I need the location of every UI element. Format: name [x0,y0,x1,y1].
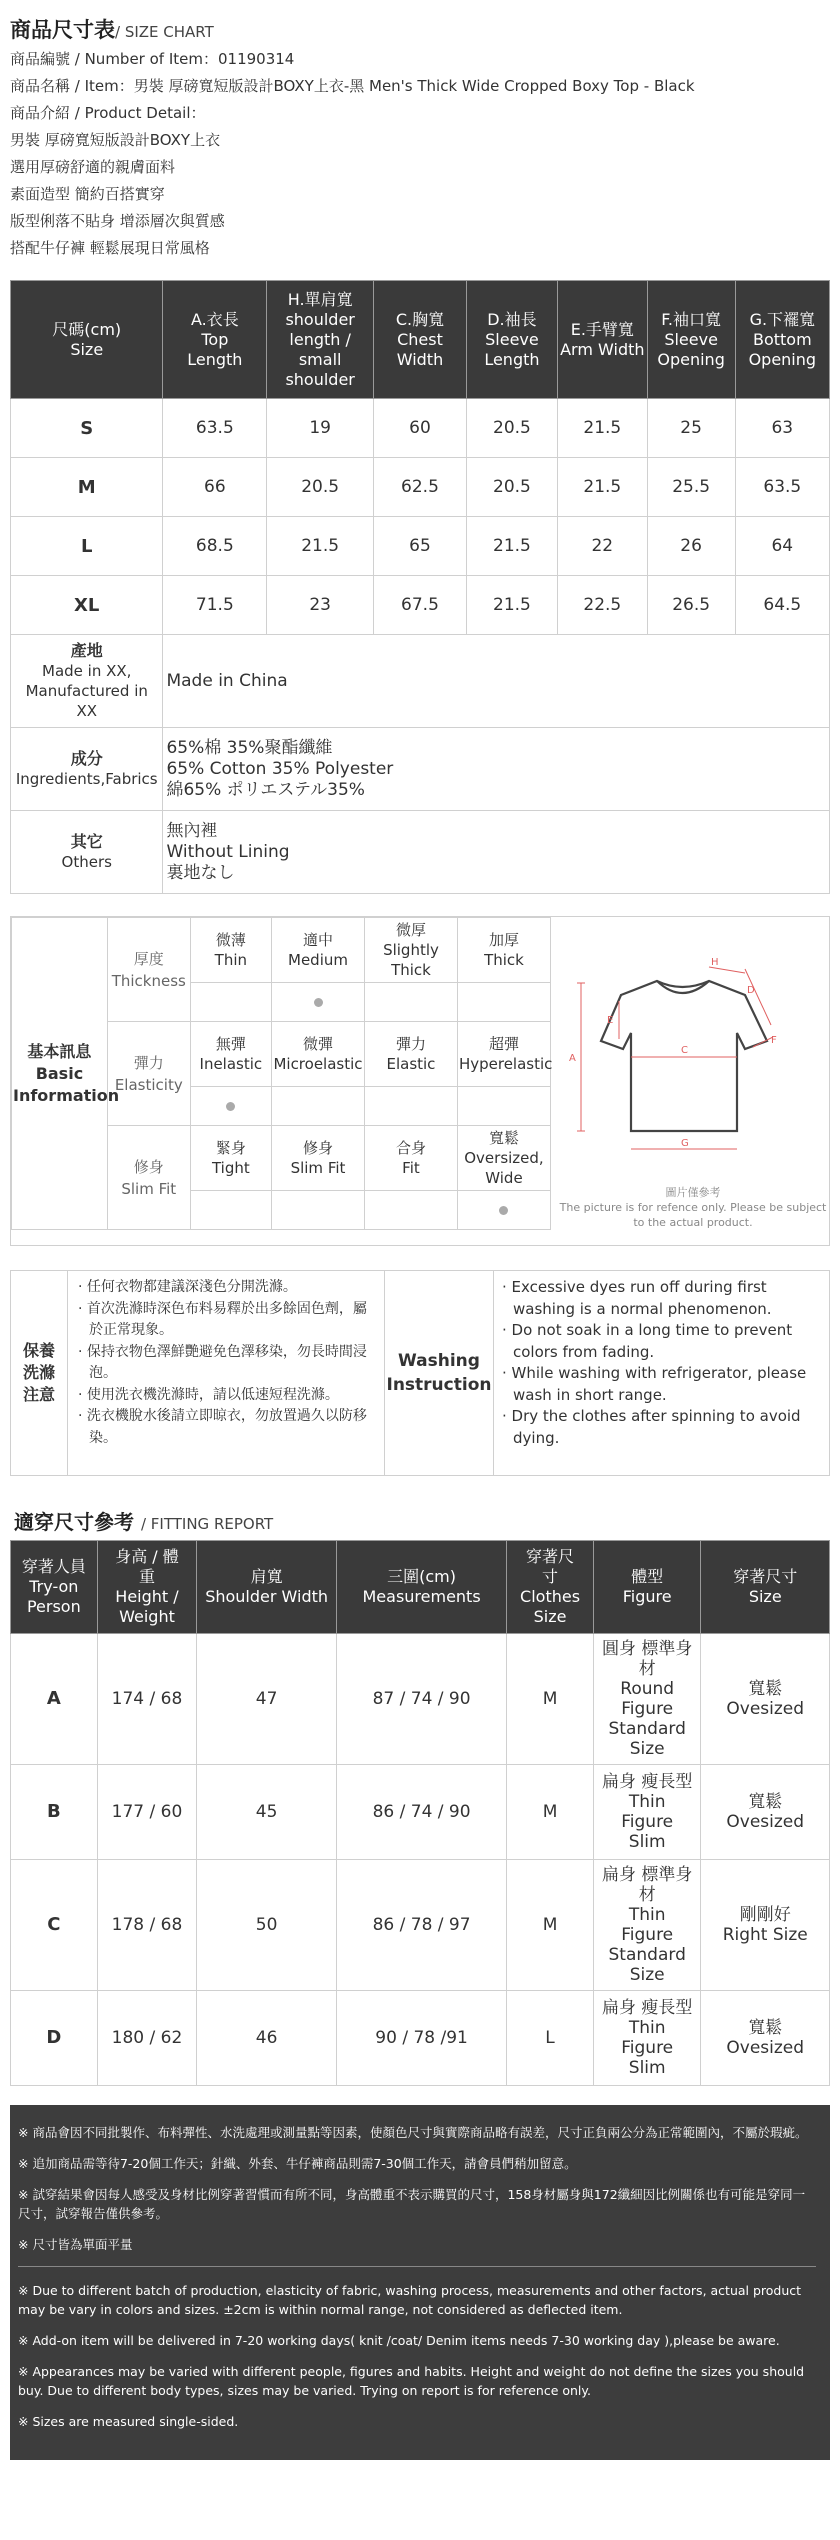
fabric-row-label [11,728,163,811]
washing-item-zh: · 使用洗衣機洗滌時，請以低速短程洗滌。 [78,1386,339,1403]
size-value: 63.5 [163,399,267,458]
letter-g: G [681,1138,689,1149]
notes-zh [18,2123,816,2254]
fitting-header-cell: 肩寬 Shoulder Width [197,1541,337,1634]
fitting-header-cell: 穿著尺寸 Size [701,1541,830,1634]
note-en: ※ Appearances may be varied with different people, figures and habits. Height and weight do not define the sizes you should buy. Due to different body types, sizes may be varied. Trying on report is for reference only. [18,2364,805,2398]
size-value: 26.5 [647,576,735,635]
fitting-row [11,1765,830,1860]
size-chart-header-cell: 尺碼(cm) Size [11,281,163,399]
try-on-person: B [11,1765,98,1860]
fitting-row [11,1860,830,1991]
size-value: 60 [374,399,467,458]
size-label: S [11,399,163,458]
letter-h: H [711,957,719,968]
size-value: 68.5 [163,517,267,576]
elasticity-indicator [272,1087,365,1126]
fit-indicator [190,1191,271,1230]
size-value: 21.5 [558,399,648,458]
washing-item-zh: · 保持衣物色澤鮮艷避免色澤移染，勿長時間浸泡。 [78,1343,367,1381]
fitting-value: 47 [197,1634,337,1765]
fitting-value: 178 / 68 [97,1860,197,1991]
item-name: 商品名稱 / Item：男裝 厚磅寬短版設計BOXY上衣-黑 Men's Thick Wide Cropped Boxy Top - Black [10,77,695,95]
size-chart-header-cell: F.袖口寬 Sleeve Opening [647,281,735,399]
fitting-value: 46 [197,1991,337,2086]
product-detail-line: 搭配牛仔褲 輕鬆展現日常風格 [10,239,210,257]
selected-dot-icon [314,998,323,1007]
product-detail-line: 版型俐落不貼身 增添層次與質感 [10,212,225,230]
fitting-title-en: / FITTING REPORT [140,1515,274,1533]
washing-label-en-text: Washing Instruction [386,1351,492,1395]
notes-panel [10,2105,830,2460]
fit-option: 修身 Slim Fit [272,1126,365,1191]
fitting-value: 90 / 78 /91 [336,1991,506,2086]
fitting-value: 寬鬆 Ovesized [701,1765,830,1860]
fitting-value: 扁身 標準身 材 Thin Figure Standard Size [593,1860,701,1991]
fitting-body [11,1634,830,2086]
origin-row-value: Made in China [163,635,830,728]
washing-label-zh [11,1271,67,1475]
size-value: 64.5 [735,576,829,635]
item-number: 商品編號 / Number of Item：01190314 [10,50,295,68]
size-value: 71.5 [163,576,267,635]
fitting-value: M [507,1860,594,1991]
notes-divider [18,2266,816,2267]
fitting-value: 扁身 瘦長型 Thin Figure Slim [593,1991,701,2086]
size-chart-header-row [11,281,830,399]
thickness-indicator [272,983,365,1022]
product-header [10,14,830,262]
washing-label-en [385,1271,493,1475]
fitting-value: 45 [197,1765,337,1860]
note-zh: ※ 商品會因不同批製作、布料彈性、水洗處理或測量點等因素，使顏色尺寸與實際商品略有誤差，尺寸正負兩公分為正常範圍內，不屬於瑕疵。 [18,2125,808,2140]
washing-instructions-panel [10,1270,830,1476]
elasticity-indicator [190,1087,271,1126]
washing-item-zh: · 任何衣物都建議深淺色分開洗滌。 [78,1279,297,1295]
fitting-title-zh: 適穿尺寸參考 [14,1510,134,1534]
fit-indicator [272,1191,365,1230]
fitting-value: 圓身 標準身 材 Round Figure Standard Size [593,1634,701,1765]
fabric-row-value: 65%棉 35%聚酯纖維 65% Cotton 35% Polyester 綿65% ポリエステル35% [163,728,830,811]
fit-option: 寬鬆 Oversized, Wide [457,1126,550,1191]
size-value: 21.5 [558,458,648,517]
size-label: M [11,458,163,517]
fabric-row [11,728,830,811]
washing-list-zh [67,1271,385,1475]
note-en: ※ Due to different batch of production, elasticity of fabric, washing process, measurements and other factors, actual product may be vary in colors and sizes. ±2cm is within normal range, not considered as deflected item. [18,2283,802,2317]
thickness-indicator [364,983,457,1022]
fit-indicator [364,1191,457,1230]
selected-dot-icon [226,1102,235,1111]
notes-en [18,2281,816,2431]
fitting-value: 177 / 60 [97,1765,197,1860]
fitting-row [11,1634,830,1765]
size-chart-header-cell: E.手臂寬 Arm Width [558,281,648,399]
size-chart-header-cell: D.袖長 Sleeve Length [466,281,557,399]
fit-option: 緊身 Tight [190,1126,271,1191]
origin-row-label-en: Made in XX, Manufactured in XX [25,662,148,720]
thickness-label: 厚度 Thickness [107,918,190,1022]
fitting-value: 180 / 62 [97,1991,197,2086]
others-row-label-en: Others [61,853,112,871]
basic-info-title: 基本訊息 Basic Information [12,918,108,1230]
tshirt-outline-icon [601,981,767,1131]
size-row [11,576,830,635]
fitting-value: 50 [197,1860,337,1991]
title-zh: 商品尺寸表 [10,18,115,42]
title-en: / SIZE CHART [115,23,214,41]
others-row [11,811,830,894]
fitting-header-cell: 穿著人員 Try-on Person [11,1541,98,1634]
page-title [10,14,830,44]
fitting-header-cell: 三圍(cm) Measurements [336,1541,506,1634]
origin-row [11,635,830,728]
size-value: 22 [558,517,648,576]
fitting-value: 174 / 68 [97,1634,197,1765]
product-detail-line: 男裝 厚磅寬短版設計BOXY上衣 [10,131,221,149]
size-chart-header-cell: H.單肩寬 shoulder length / small shoulder [267,281,374,399]
fitting-header-cell: 穿著尺 寸 Clothes Size [507,1541,594,1634]
others-row-label-zh: 其它 [70,832,103,851]
fitting-value: L [507,1991,594,2086]
origin-row-label-zh: 產地 [70,641,103,660]
elasticity-option: 超彈 Hyperelastic [457,1022,550,1087]
size-value: 21.5 [466,517,557,576]
elasticity-option: 微彈 Microelastic [272,1022,365,1087]
washing-item-en: · Dry the clothes after spinning to avoid dying. [502,1407,801,1447]
size-chart-header-cell: A.衣長 Top Length [163,281,267,399]
size-value: 25 [647,399,735,458]
washing-item-zh: · 洗衣機脫水後請立即晾衣，勿放置過久以防移染。 [78,1408,367,1446]
thickness-indicator [190,983,271,1022]
size-chart-table [10,280,830,894]
fit-option: 合身 Fit [364,1126,457,1191]
try-on-person: A [11,1634,98,1765]
size-value: 20.5 [466,458,557,517]
try-on-person: D [11,1991,98,2086]
size-label: XL [11,576,163,635]
note-zh: ※ 追加商品需等待7-20個工作天；針織、外套、牛仔褲商品則需7-30個工作天，請會員們稍加留意。 [18,2156,577,2171]
fitting-value: 寬鬆 Ovesized [701,1991,830,2086]
size-value: 63 [735,399,829,458]
fitting-header-row [11,1541,830,1634]
size-chart-header-cell: G.下襬寬 Bottom Opening [735,281,829,399]
fitting-value: 86 / 74 / 90 [336,1765,506,1860]
size-value: 64 [735,517,829,576]
origin-row-label [11,635,163,728]
thickness-options-row [12,918,551,983]
fitting-value: 寬鬆 Ovesized [701,1634,830,1765]
size-chart-body [11,399,830,894]
fit-label: 修身 Slim Fit [107,1126,190,1230]
fitting-value: 87 / 74 / 90 [336,1634,506,1765]
fitting-value: 剛剛好 Right Size [701,1860,830,1991]
note-en: ※ Sizes are measured single-sided. [18,2414,239,2429]
size-value: 22.5 [558,576,648,635]
thickness-option: 微薄 Thin [190,918,271,983]
size-value: 26 [647,517,735,576]
product-detail-line: 選用厚磅舒適的親膚面料 [10,158,176,176]
washing-item-en: · While washing with refrigerator, please wash in short range. [502,1364,807,1404]
letter-d: D [747,985,755,996]
fitting-report-table [10,1540,830,2086]
washing-item-zh: · 首次洗滌時深色布料易釋於出多餘固色劑，屬於正常現象。 [78,1300,367,1338]
elasticity-indicator [457,1087,550,1126]
size-chart-header-cell: C.胸寬 Chest Width [374,281,467,399]
basic-information-table [11,917,551,1230]
elasticity-option: 彈力 Elastic [364,1022,457,1087]
size-row [11,399,830,458]
others-row-value: 無內裡 Without Lining 裏地なし [163,811,830,894]
size-value: 66 [163,458,267,517]
fitting-header-cell: 體型 Figure [593,1541,701,1634]
washing-item-en: · Do not soak in a long time to prevent colors from fading. [502,1321,793,1361]
washing-list-en [493,1271,829,1475]
size-value: 67.5 [374,576,467,635]
fitting-header-cell: 身高 / 體 重 Height / Weight [97,1541,197,1634]
size-value: 21.5 [466,576,557,635]
fabric-row-label-en: Ingredients,Fabrics [15,770,158,788]
elasticity-indicator [364,1087,457,1126]
fitting-row [11,1991,830,2086]
elasticity-label: 彈力 Elasticity [107,1022,190,1126]
fitting-value: M [507,1634,594,1765]
product-detail-label: 商品介紹 / Product Detail： [10,104,206,122]
size-value: 20.5 [267,458,374,517]
size-value: 19 [267,399,374,458]
fitting-value: 86 / 78 / 97 [336,1860,506,1991]
note-zh: ※ 尺寸皆為單面平量 [18,2237,133,2252]
size-value: 21.5 [267,517,374,576]
note-en: ※ Add-on item will be delivered in 7-20 working days( knit /coat/ Denim items needs 7-30 working day ),please be aware. [18,2333,780,2348]
basic-information-panel [10,916,830,1246]
letter-c: C [681,1045,688,1056]
diagram-caption: 圖片僅參考 The picture is for refence only. Please be subject to the actual product. [559,1186,827,1229]
fabric-row-label-zh: 成分 [70,749,103,768]
thickness-indicator [457,983,550,1022]
fitting-report-title [14,1506,273,1535]
size-label: L [11,517,163,576]
fit-indicator [457,1191,550,1230]
elasticity-option: 無彈 Inelastic [190,1022,271,1087]
washing-item-en: · Excessive dyes run off during first washing is a normal phenomenon. [502,1278,772,1318]
selected-dot-icon [499,1206,508,1215]
thickness-option: 適中 Medium [272,918,365,983]
size-value: 63.5 [735,458,829,517]
size-value: 23 [267,576,374,635]
fitting-value: M [507,1765,594,1860]
fitting-value: 扁身 瘦長型 Thin Figure Slim [593,1765,701,1860]
size-value: 25.5 [647,458,735,517]
product-detail-line: 素面造型 簡約百搭實穿 [10,185,165,203]
try-on-person: C [11,1860,98,1991]
letter-e: E [607,1015,614,1026]
size-value: 62.5 [374,458,467,517]
thickness-option: 微厚 Slightly Thick [364,918,457,983]
size-row [11,458,830,517]
others-row-label [11,811,163,894]
washing-label-zh-text: 保養 洗滌 注意 [22,1341,55,1404]
thickness-option: 加厚 Thick [457,918,550,983]
letter-a: A [569,1053,576,1064]
size-value: 65 [374,517,467,576]
note-zh: ※ 試穿結果會因每人感受及身材比例穿著習慣而有所不同，身高體重不表示購買的尺寸，158身材屬身與172纖細因比例關係也有可能是穿同一尺寸，試穿報告僅供參考。 [18,2187,806,2221]
letter-f: F [771,1035,777,1046]
size-row [11,517,830,576]
size-value: 20.5 [466,399,557,458]
